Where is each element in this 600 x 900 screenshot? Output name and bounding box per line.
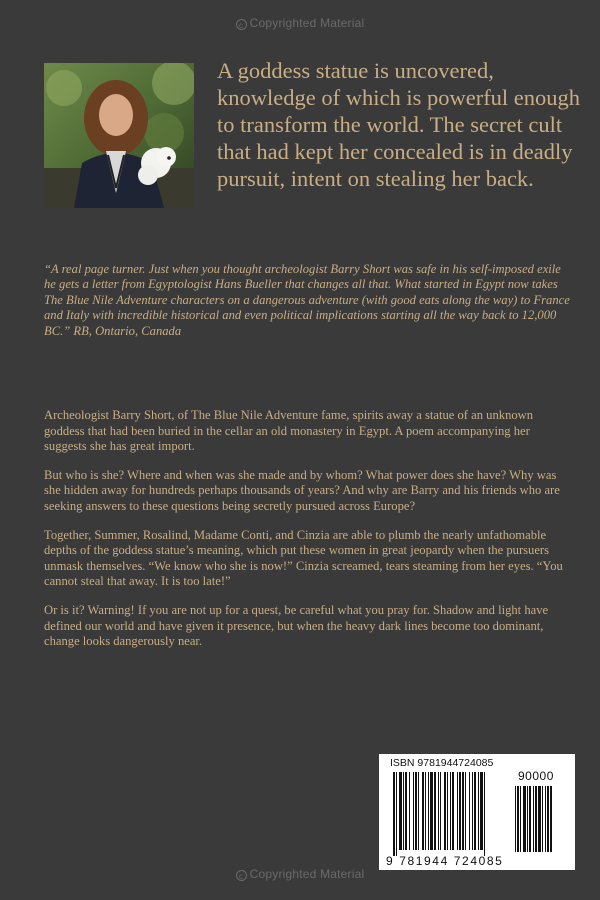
- watermark-text: Copyrighted Material: [249, 16, 365, 30]
- barcode-bar: [480, 772, 483, 850]
- copyright-icon: c: [236, 870, 247, 881]
- copyright-icon: c: [236, 19, 247, 30]
- barcode-bar: [396, 772, 397, 856]
- description-paragraph: Archeologist Barry Short, of The Blue Nile Adventure fame, spirits away a statue of an unknown goddess that had been buried in the cellar an old monastery in Egypt. A poem accompanying her suggests she has great import.: [44, 408, 534, 454]
- price-barcode-bar: [550, 786, 552, 852]
- barcode-bars: [379, 754, 575, 870]
- price-barcode-bar: [517, 786, 519, 852]
- isbn-barcode: [379, 754, 575, 870]
- barcode-bar: [409, 772, 410, 850]
- description-paragraph: But who is she? Where and when was she made and by whom? What power does she have? Why was she hidden away for hundreds perhaps thousands of years? And why are Barry and his friends who are seeking answers to these questions being secretly pursued across Europe?: [44, 467, 560, 513]
- price-barcode-bar: [529, 786, 531, 852]
- isbn-label: ISBN 9781944724085: [390, 757, 494, 769]
- author-photo: [44, 63, 194, 208]
- price-barcode-bar: [520, 786, 521, 852]
- barcode-bar: [469, 772, 470, 850]
- barcode-bar: [428, 772, 429, 850]
- barcode-bar: [393, 772, 395, 856]
- barcode-bar: [434, 772, 436, 850]
- barcode-bar: [413, 772, 414, 850]
- price-code: 90000: [518, 769, 554, 783]
- barcode-bar: [459, 772, 461, 850]
- price-barcode-bar: [547, 786, 549, 852]
- price-barcode-bar: [535, 786, 537, 852]
- price-barcode-bar: [523, 786, 526, 852]
- book-description: [44, 408, 574, 663]
- description-paragraph: Together, Summer, Rosalind, Madame Conti, and Cinzia are able to plumb the nearly unfathomable depths of the goddess statue’s meaning, which put these women in great jeopardy when the pursuers unmask themselves. “We know who she is now!” Cinzia screamed, tears steaming from her eyes. “You cannot steal that away. It is too late!”: [44, 527, 563, 589]
- price-barcode-bar: [515, 786, 516, 852]
- barcode-bar: [457, 772, 458, 850]
- tagline: A goddess statue is uncovered, knowledge of which is powerful enough to transform the world. The secret cult that had kept her concealed is in deadly pursuit, intent on stealing her back.: [217, 58, 581, 191]
- barcode-bar: [444, 772, 446, 850]
- barcode-bar: [450, 772, 451, 850]
- barcode-bar: [452, 772, 454, 850]
- barcode-digits: 9 781944 724085: [386, 854, 504, 868]
- barcode-bar: [484, 772, 485, 856]
- barcode-bar: [405, 772, 407, 850]
- barcode-bar: [415, 772, 417, 850]
- barcode-bar: [418, 772, 419, 850]
- barcode-bar: [478, 772, 479, 850]
- price-barcode-bar: [533, 786, 534, 852]
- barcode-bar: [399, 772, 402, 850]
- price-barcode-bar: [542, 786, 543, 852]
- review-quote: “A real page turner. Just when you thought archeologist Barry Short was safe in his self-imposed exile he gets a letter from Egyptologist Hans Bueller that changes all that. What started in Egypt now takes The Blue Nile Adventure characters on a dangerous adventure (with good eats along the way) to France and Italy with incredible historical and even political implications starting all the way back to 12,000 BC.” RB, Ontario, Canada: [44, 262, 570, 338]
- barcode-bar: [447, 772, 448, 850]
- price-barcode-bar: [545, 786, 546, 852]
- barcode-bar: [472, 772, 473, 850]
- copyright-watermark-bottom: [0, 867, 600, 881]
- barcode-bar: [440, 772, 441, 850]
- copyright-watermark-top: [0, 16, 600, 30]
- barcode-bar: [422, 772, 424, 850]
- watermark-text: Copyrighted Material: [249, 867, 365, 881]
- barcode-bar: [462, 772, 464, 850]
- barcode-bar: [474, 772, 476, 850]
- barcode-bar: [438, 772, 439, 850]
- barcode-bar: [430, 772, 433, 850]
- price-barcode-bar: [527, 786, 528, 852]
- barcode-bar: [425, 772, 426, 850]
- barcode-bar: [403, 772, 404, 850]
- price-barcode-bar: [538, 786, 541, 852]
- description-paragraph: Or is it? Warning! If you are not up for a quest, be careful what you pray for. Shadow and light have defined our world and have given it presence, but when the heavy dark lines become too dominant, change looks dangerously near.: [44, 602, 549, 649]
- barcode-bar: [465, 772, 466, 850]
